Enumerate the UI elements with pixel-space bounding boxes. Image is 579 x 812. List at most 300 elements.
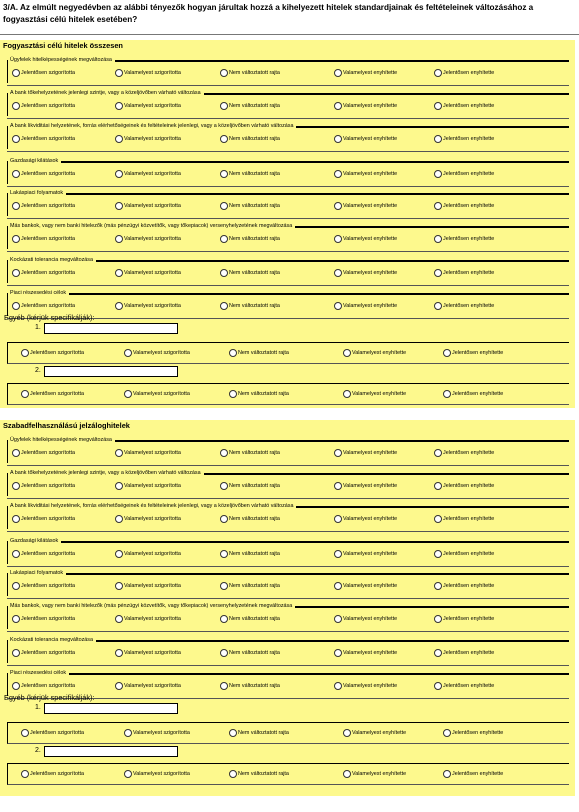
radio-button[interactable] <box>434 449 442 457</box>
rating-option[interactable] <box>334 68 397 78</box>
radio-button[interactable] <box>434 170 442 178</box>
radio-button[interactable] <box>334 69 342 77</box>
radio-button[interactable] <box>115 302 123 310</box>
radio-button[interactable] <box>229 390 237 398</box>
other-specify-input-2[interactable] <box>44 366 178 377</box>
radio-button[interactable] <box>229 729 237 737</box>
radio-button[interactable] <box>115 582 123 590</box>
rating-option-label: Jelentősen enyhítette <box>452 350 504 356</box>
radio-button[interactable] <box>434 550 442 558</box>
rating-option[interactable] <box>434 301 494 311</box>
rating-option[interactable] <box>334 614 397 624</box>
rating-option-label: Jelentősen enyhítette <box>443 103 495 109</box>
rating-option[interactable] <box>12 549 75 559</box>
radio-button[interactable] <box>220 269 228 277</box>
factor-group <box>7 469 569 499</box>
radio-button[interactable] <box>220 102 228 110</box>
rating-option-label: Jelentősen szigorította <box>21 616 75 622</box>
rating-option[interactable] <box>220 268 280 278</box>
radio-button[interactable] <box>334 170 342 178</box>
radio-button[interactable] <box>115 649 123 657</box>
radio-button[interactable] <box>21 349 29 357</box>
radio-button[interactable] <box>12 649 20 657</box>
radio-button[interactable] <box>434 649 442 657</box>
radio-button[interactable] <box>115 449 123 457</box>
group-border <box>61 541 569 543</box>
radio-button[interactable] <box>343 729 351 737</box>
rating-option[interactable] <box>12 481 75 491</box>
rating-option-label: Valamelyest szigorította <box>124 136 181 142</box>
radio-button[interactable] <box>229 770 237 778</box>
rating-option-label: Valamelyest enyhítette <box>343 583 398 589</box>
radio-button[interactable] <box>12 449 20 457</box>
radio-button[interactable] <box>434 235 442 243</box>
rating-option[interactable] <box>443 348 503 358</box>
rating-option-label: Jelentősen szigorította <box>21 450 75 456</box>
radio-button[interactable] <box>434 202 442 210</box>
rating-option[interactable] <box>115 648 181 658</box>
radio-button[interactable] <box>12 170 20 178</box>
radio-button[interactable] <box>12 482 20 490</box>
rating-option[interactable] <box>220 101 280 111</box>
rating-option-label: Nem változtatott rajta <box>229 483 280 489</box>
rating-option[interactable] <box>12 581 75 591</box>
other-rating-group-2 <box>7 763 569 785</box>
radio-button[interactable] <box>12 515 20 523</box>
rating-option[interactable] <box>434 234 494 244</box>
rating-option[interactable] <box>334 268 397 278</box>
radio-button[interactable] <box>434 615 442 623</box>
radio-button[interactable] <box>334 682 342 690</box>
rating-option[interactable] <box>434 648 494 658</box>
rating-option-label: Nem változtatott rajta <box>229 203 280 209</box>
radio-button[interactable] <box>12 135 20 143</box>
rating-option-label: Valamelyest szigorította <box>124 483 181 489</box>
rating-option[interactable] <box>21 389 84 399</box>
radio-button[interactable] <box>334 582 342 590</box>
radio-button[interactable] <box>220 649 228 657</box>
factor-group <box>7 537 569 567</box>
radio-button[interactable] <box>443 390 451 398</box>
radio-button[interactable] <box>434 582 442 590</box>
radio-button[interactable] <box>115 615 123 623</box>
rating-option-label: Jelentősen enyhítette <box>443 483 495 489</box>
rating-option[interactable] <box>434 549 494 559</box>
rating-option-label: Jelentősen szigorította <box>21 683 75 689</box>
rating-option[interactable] <box>229 728 289 738</box>
rating-option[interactable] <box>12 268 75 278</box>
other-number: 1. <box>35 704 41 711</box>
rating-option[interactable] <box>334 134 397 144</box>
group-border <box>96 260 569 262</box>
radio-button[interactable] <box>334 269 342 277</box>
rating-option-label: Valamelyest enyhítette <box>343 171 398 177</box>
radio-button[interactable] <box>115 482 123 490</box>
factor-label: Ügyfelek hitelképességének megváltozása <box>10 437 112 443</box>
radio-button[interactable] <box>334 302 342 310</box>
radio-button[interactable] <box>220 582 228 590</box>
rating-option[interactable] <box>12 301 75 311</box>
question-title: 3/A. Az elmúlt negyedévben az alábbi tényezők hogyan járultak hozzá a kihelyezett hitelek standardjainak és feltételeinek változásához a fogyasztási célú hitelek esetében? <box>3 3 534 24</box>
radio-button[interactable] <box>434 682 442 690</box>
rating-option[interactable] <box>434 581 494 591</box>
radio-button[interactable] <box>115 102 123 110</box>
rating-option[interactable] <box>229 389 289 399</box>
rating-option[interactable] <box>115 681 181 691</box>
rating-option-label: Jelentősen enyhítette <box>443 136 495 142</box>
rating-option[interactable] <box>334 681 397 691</box>
radio-button[interactable] <box>434 302 442 310</box>
rating-option[interactable] <box>12 169 75 179</box>
rating-option[interactable] <box>434 169 494 179</box>
group-border <box>115 60 569 62</box>
rating-option[interactable] <box>124 348 190 358</box>
rating-option[interactable] <box>334 169 397 179</box>
rating-option-label: Valamelyest szigorította <box>124 450 181 456</box>
radio-button[interactable] <box>12 302 20 310</box>
radio-button[interactable] <box>434 269 442 277</box>
rating-option[interactable] <box>115 268 181 278</box>
factor-label: Ügyfelek hitelképességének megváltozása <box>10 57 112 63</box>
rating-option-label: Valamelyest szigorította <box>124 303 181 309</box>
group-border <box>295 606 569 608</box>
rating-option[interactable] <box>220 514 280 524</box>
rating-option[interactable] <box>12 681 75 691</box>
group-border <box>61 161 569 163</box>
radio-button[interactable] <box>434 135 442 143</box>
rating-option[interactable] <box>220 681 280 691</box>
radio-button[interactable] <box>220 515 228 523</box>
rating-option[interactable] <box>334 234 397 244</box>
rating-option[interactable] <box>334 481 397 491</box>
other-label: Egyéb (kérjük specifikálják): <box>4 313 95 322</box>
section-consumer-loans <box>0 40 575 408</box>
radio-button[interactable] <box>334 135 342 143</box>
other-rating-group-2 <box>7 383 569 405</box>
radio-button[interactable] <box>124 349 132 357</box>
factor-group <box>7 602 569 632</box>
radio-button[interactable] <box>220 170 228 178</box>
rating-option[interactable] <box>443 389 503 399</box>
rating-option-label: Valamelyest enyhítette <box>343 103 398 109</box>
radio-button[interactable] <box>115 135 123 143</box>
radio-button[interactable] <box>220 302 228 310</box>
rating-option-label: Jelentősen szigorította <box>21 516 75 522</box>
rating-option[interactable] <box>220 169 280 179</box>
radio-button[interactable] <box>12 102 20 110</box>
radio-button[interactable] <box>12 682 20 690</box>
radio-button[interactable] <box>434 69 442 77</box>
radio-button[interactable] <box>115 550 123 558</box>
radio-button[interactable] <box>220 135 228 143</box>
rating-option[interactable] <box>124 389 190 399</box>
radio-button[interactable] <box>12 550 20 558</box>
other-number: 2. <box>35 747 41 754</box>
radio-button[interactable] <box>229 349 237 357</box>
rating-option[interactable] <box>115 448 181 458</box>
rating-option[interactable] <box>343 769 406 779</box>
rating-option-label: Jelentősen szigorította <box>30 730 84 736</box>
rating-option-label: Valamelyest enyhítette <box>343 450 398 456</box>
section-title: Szabadfelhasználású jelzáloghitelek <box>3 421 130 430</box>
factor-label: Piaci részesedési célok <box>10 670 67 676</box>
radio-button[interactable] <box>443 729 451 737</box>
rating-option-label: Jelentősen enyhítette <box>443 171 495 177</box>
rating-option[interactable] <box>12 134 75 144</box>
rating-option[interactable] <box>115 101 181 111</box>
group-border <box>7 631 569 632</box>
radio-button[interactable] <box>434 482 442 490</box>
rating-option-label: Valamelyest enyhítette <box>343 270 398 276</box>
rating-option[interactable] <box>220 301 280 311</box>
rating-option-label: Jelentősen szigorította <box>21 171 75 177</box>
factor-group <box>7 189 569 219</box>
rating-option[interactable] <box>334 514 397 524</box>
rating-option-label: Valamelyest enyhítette <box>343 483 398 489</box>
rating-option[interactable] <box>12 448 75 458</box>
radio-button[interactable] <box>334 202 342 210</box>
radio-button[interactable] <box>124 390 132 398</box>
rating-option[interactable] <box>124 728 190 738</box>
factor-label: Gazdasági kilátások <box>10 538 59 544</box>
factor-label: A bank tőkehelyzetének jelenlegi szintje, vagy a közeljövőben várható változása <box>10 470 201 476</box>
factor-label: Lakáspiaci folyamatok <box>10 190 64 196</box>
radio-button[interactable] <box>12 582 20 590</box>
radio-button[interactable] <box>115 202 123 210</box>
rating-option[interactable] <box>334 301 397 311</box>
radio-button[interactable] <box>220 69 228 77</box>
radio-button[interactable] <box>115 170 123 178</box>
radio-button[interactable] <box>220 482 228 490</box>
rating-option[interactable] <box>220 614 280 624</box>
rating-option-label: Valamelyest szigorította <box>124 683 181 689</box>
radio-button[interactable] <box>334 102 342 110</box>
rating-option[interactable] <box>115 234 181 244</box>
factor-label: Piaci részesedési célok <box>10 290 67 296</box>
group-border <box>115 440 569 442</box>
rating-option[interactable] <box>229 769 289 779</box>
factor-label: Más bankok, vagy nem banki hitelezők (más pénzügyi közvetítők, vagy tőkepiacok) versenyhelyzetének megváltozása <box>10 603 293 609</box>
rating-option-label: Valamelyest szigorította <box>124 203 181 209</box>
radio-button[interactable] <box>220 449 228 457</box>
radio-button[interactable] <box>124 770 132 778</box>
group-border <box>69 673 569 675</box>
radio-button[interactable] <box>115 269 123 277</box>
group-border <box>7 218 569 219</box>
other-specify-input-1[interactable] <box>44 323 178 334</box>
rating-option[interactable] <box>21 769 84 779</box>
rating-option-label: Nem változtatott rajta <box>229 103 280 109</box>
rating-option[interactable] <box>434 268 494 278</box>
rating-option-label: Jelentősen szigorította <box>21 583 75 589</box>
rating-option[interactable] <box>12 201 75 211</box>
rating-option[interactable] <box>220 134 280 144</box>
rating-option-label: Valamelyest szigorította <box>124 236 181 242</box>
rating-option[interactable] <box>343 348 406 358</box>
radio-button[interactable] <box>434 102 442 110</box>
rating-option[interactable] <box>434 514 494 524</box>
radio-button[interactable] <box>124 729 132 737</box>
rating-option-label: Jelentősen enyhítette <box>443 616 495 622</box>
rating-option[interactable] <box>115 134 181 144</box>
radio-button[interactable] <box>334 482 342 490</box>
rating-option[interactable] <box>434 134 494 144</box>
radio-button[interactable] <box>21 770 29 778</box>
radio-button[interactable] <box>334 550 342 558</box>
rating-option[interactable] <box>443 728 503 738</box>
rating-options <box>7 448 569 458</box>
other-specify-input-2[interactable] <box>44 746 178 757</box>
rating-option-label: Nem változtatott rajta <box>229 171 280 177</box>
factor-label: Gazdasági kilátások <box>10 158 59 164</box>
section-title: Fogyasztási célú hitelek összesen <box>3 41 123 50</box>
radio-button[interactable] <box>220 550 228 558</box>
rating-option[interactable] <box>115 514 181 524</box>
rating-option-label: Valamelyest szigorította <box>133 391 190 397</box>
rating-option-label: Valamelyest enyhítette <box>343 551 398 557</box>
rating-option[interactable] <box>220 648 280 658</box>
radio-button[interactable] <box>12 615 20 623</box>
radio-button[interactable] <box>220 682 228 690</box>
radio-button[interactable] <box>21 729 29 737</box>
rating-option[interactable] <box>12 101 75 111</box>
rating-option-label: Nem változtatott rajta <box>229 70 280 76</box>
factor-label: A bank likviditási helyzetének, forrás elérhetőségeinek és feltételeinek jelenlegi, vagy a közeljövőben várható változása <box>10 123 294 129</box>
factor-label: Más bankok, vagy nem banki hitelezők (más pénzügyi közvetítők, vagy tőkepiacok) versenyhelyzetének megváltozása <box>10 223 293 229</box>
rating-option[interactable] <box>334 581 397 591</box>
radio-button[interactable] <box>334 515 342 523</box>
factor-group <box>7 56 569 86</box>
rating-option[interactable] <box>443 769 503 779</box>
rating-option[interactable] <box>220 581 280 591</box>
rating-options <box>7 514 569 524</box>
rating-option[interactable] <box>434 448 494 458</box>
rating-option[interactable] <box>434 481 494 491</box>
rating-option[interactable] <box>220 448 280 458</box>
factor-group <box>7 569 569 599</box>
rating-option[interactable] <box>434 681 494 691</box>
rating-option[interactable] <box>229 348 289 358</box>
rating-option[interactable] <box>12 648 75 658</box>
rating-option[interactable] <box>115 301 181 311</box>
radio-button[interactable] <box>443 770 451 778</box>
radio-button[interactable] <box>443 349 451 357</box>
rating-option[interactable] <box>12 514 75 524</box>
rating-option[interactable] <box>115 68 181 78</box>
radio-button[interactable] <box>434 515 442 523</box>
group-border <box>66 573 569 575</box>
radio-button[interactable] <box>220 615 228 623</box>
section-home-equity-loans <box>0 420 575 796</box>
rating-option[interactable] <box>115 549 181 559</box>
radio-button[interactable] <box>115 682 123 690</box>
rating-option[interactable] <box>220 549 280 559</box>
rating-option-label: Jelentősen szigorította <box>30 771 84 777</box>
title-divider <box>0 34 579 35</box>
radio-button[interactable] <box>334 449 342 457</box>
rating-option-label: Valamelyest szigorította <box>133 771 190 777</box>
rating-option[interactable] <box>334 101 397 111</box>
rating-option[interactable] <box>115 581 181 591</box>
factor-group <box>7 157 569 187</box>
radio-button[interactable] <box>115 235 123 243</box>
factor-group <box>7 256 569 286</box>
radio-button[interactable] <box>343 770 351 778</box>
rating-option[interactable] <box>334 549 397 559</box>
group-border <box>69 293 569 295</box>
rating-option[interactable] <box>343 728 406 738</box>
factor-group <box>7 89 569 119</box>
other-number: 2. <box>35 367 41 374</box>
rating-option[interactable] <box>434 68 494 78</box>
rating-option[interactable] <box>220 68 280 78</box>
radio-button[interactable] <box>334 615 342 623</box>
radio-button[interactable] <box>334 649 342 657</box>
radio-button[interactable] <box>220 235 228 243</box>
rating-options <box>7 614 569 624</box>
rating-option[interactable] <box>124 769 190 779</box>
rating-option[interactable] <box>220 481 280 491</box>
rating-option[interactable] <box>334 201 397 211</box>
rating-options <box>16 769 578 779</box>
factor-label: Kockázati tolerancia megváltozása <box>10 637 93 643</box>
rating-option[interactable] <box>115 614 181 624</box>
radio-button[interactable] <box>220 202 228 210</box>
radio-button[interactable] <box>12 235 20 243</box>
rating-options <box>16 389 578 399</box>
rating-option[interactable] <box>334 648 397 658</box>
group-border <box>204 473 569 475</box>
rating-option[interactable] <box>115 169 181 179</box>
rating-option[interactable] <box>434 614 494 624</box>
rating-option[interactable] <box>220 201 280 211</box>
radio-button[interactable] <box>115 69 123 77</box>
other-specify-input-1[interactable] <box>44 703 178 714</box>
rating-option[interactable] <box>115 481 181 491</box>
rating-option[interactable] <box>12 614 75 624</box>
rating-options <box>7 134 569 144</box>
rating-option[interactable] <box>12 234 75 244</box>
rating-option[interactable] <box>220 234 280 244</box>
rating-options <box>7 648 569 658</box>
rating-option[interactable] <box>434 101 494 111</box>
radio-button[interactable] <box>12 269 20 277</box>
radio-button[interactable] <box>343 349 351 357</box>
radio-button[interactable] <box>115 515 123 523</box>
rating-option-label: Jelentősen szigorította <box>21 70 75 76</box>
rating-option-label: Valamelyest enyhítette <box>343 303 398 309</box>
rating-option[interactable] <box>115 201 181 211</box>
rating-options <box>7 101 569 111</box>
rating-option[interactable] <box>21 728 84 738</box>
rating-option-label: Jelentősen enyhítette <box>452 771 504 777</box>
radio-button[interactable] <box>12 202 20 210</box>
rating-options <box>7 681 569 691</box>
rating-option[interactable] <box>21 348 84 358</box>
rating-option[interactable] <box>12 68 75 78</box>
radio-button[interactable] <box>334 235 342 243</box>
rating-option[interactable] <box>334 448 397 458</box>
factor-group <box>7 436 569 466</box>
radio-button[interactable] <box>343 390 351 398</box>
rating-option[interactable] <box>343 389 406 399</box>
rating-option-label: Valamelyest enyhítette <box>343 136 398 142</box>
radio-button[interactable] <box>21 390 29 398</box>
radio-button[interactable] <box>12 69 20 77</box>
rating-option-label: Valamelyest szigorította <box>124 516 181 522</box>
rating-option[interactable] <box>434 201 494 211</box>
rating-option-label: Nem változtatott rajta <box>229 303 280 309</box>
